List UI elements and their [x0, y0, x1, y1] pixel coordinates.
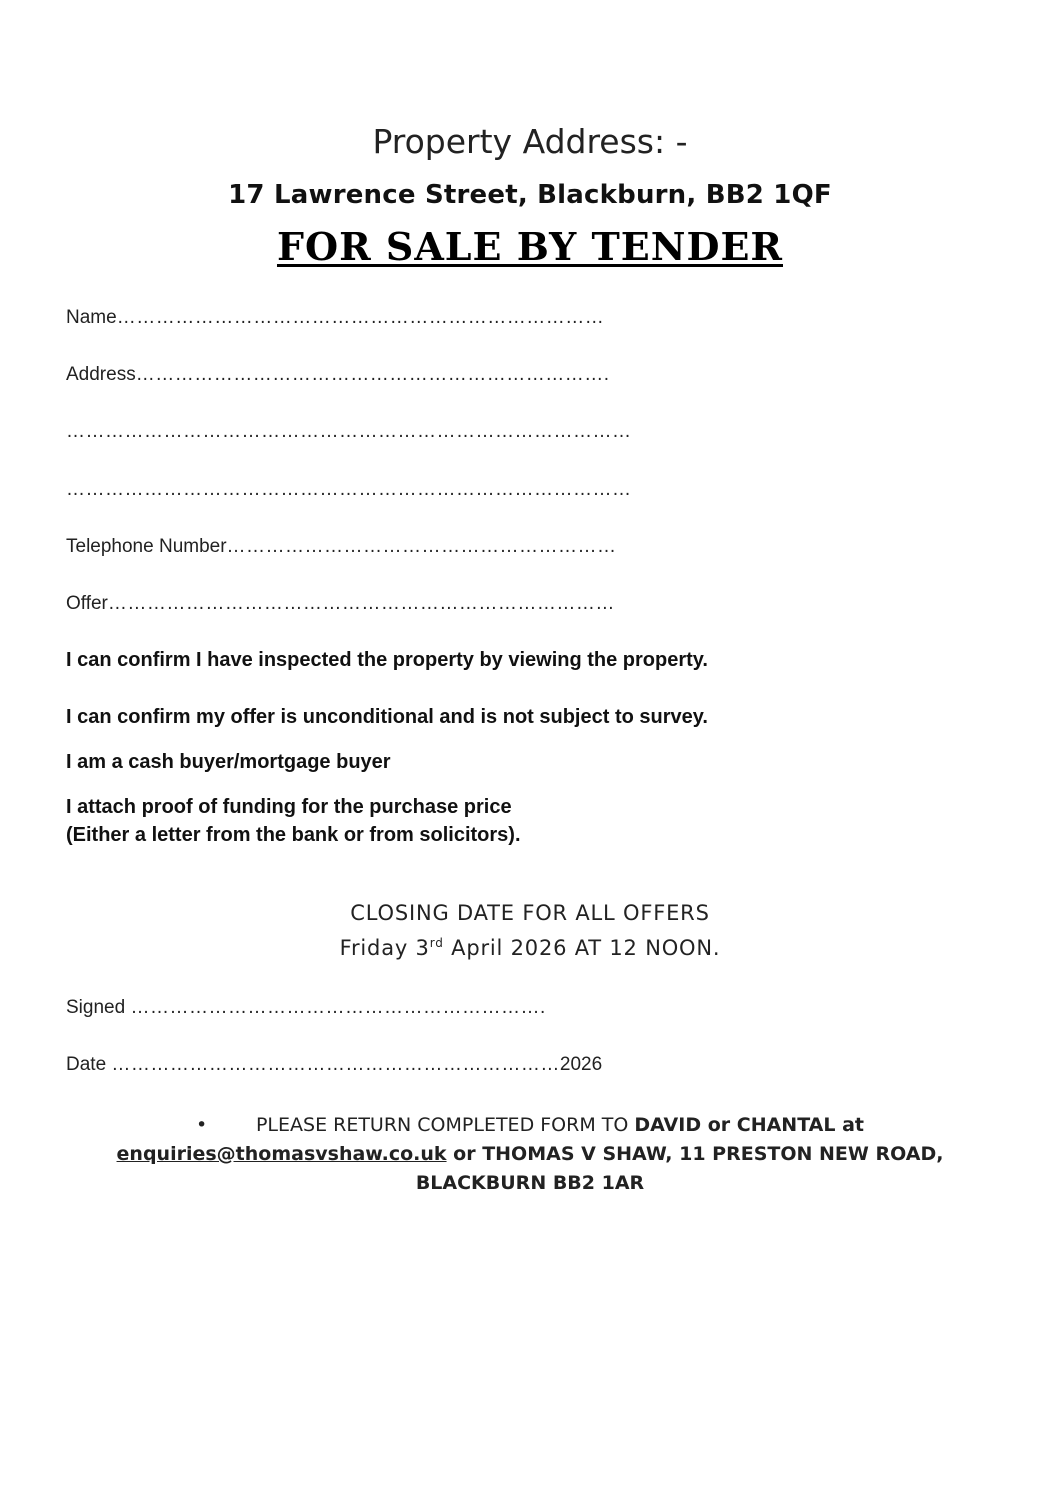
date-dots: ……………………………………………………………	[111, 1054, 560, 1075]
date-label: Date	[66, 1054, 107, 1075]
name-field	[66, 307, 604, 329]
date-year: 2026	[559, 1054, 603, 1075]
address-field	[66, 364, 609, 386]
address-dots: ……………………………………………………………….	[135, 364, 610, 385]
return-at: at	[835, 1114, 865, 1136]
offer-field	[66, 593, 615, 615]
address-line-3-dots: ……………………………………………………………………………	[66, 479, 632, 500]
address-line-2-dots: ……………………………………………………………………………	[66, 421, 632, 442]
offer-dots: ……………………………………………………………………	[107, 593, 615, 614]
return-instructions	[0, 1111, 1060, 1198]
name-dots: …………………………………………………………………	[116, 307, 605, 328]
bullet-icon: •	[195, 1114, 208, 1136]
telephone-label: Telephone Number	[66, 536, 227, 557]
return-address-2: BLACKBURN BB2 1AR	[415, 1172, 645, 1194]
property-address-heading: Property Address: -	[372, 122, 688, 161]
closing-date-heading: CLOSING DATE FOR ALL OFFERS	[350, 901, 710, 925]
statement-funding-2: (Either a letter from the bank or from solicitors).	[66, 824, 521, 846]
return-line-2	[0, 1140, 1060, 1169]
offer-label: Offer	[66, 593, 108, 614]
statement-buyer-type: I am a cash buyer/mortgage buyer	[66, 751, 391, 773]
address-label: Address	[66, 364, 136, 385]
statement-unconditional: I can confirm my offer is unconditional and is not subject to survey.	[66, 706, 708, 728]
telephone-dots: ……………………………………………………	[226, 536, 617, 557]
closing-date-rest: April 2026 AT 12 NOON.	[443, 936, 721, 960]
email-link[interactable]: enquiries@thomasvshaw.co.uk	[116, 1143, 447, 1165]
return-address-1: or THOMAS V SHAW, 11 PRESTON NEW ROAD,	[446, 1143, 944, 1165]
statement-inspected: I can confirm I have inspected the property by viewing the property.	[66, 649, 708, 671]
address-line-3	[66, 479, 632, 501]
telephone-field	[66, 536, 617, 558]
name-label: Name	[66, 307, 117, 328]
closing-day: Friday 3	[339, 936, 430, 960]
signed-label: Signed	[66, 997, 126, 1018]
property-address-line: 17 Lawrence Street, Blackburn, BB2 1QF	[228, 180, 832, 210]
address-line-2	[66, 421, 632, 443]
statement-funding-1: I attach proof of funding for the purchase price	[66, 796, 512, 818]
return-line-1	[0, 1111, 1060, 1140]
for-sale-by-tender-title: FOR SALE BY TENDER	[276, 224, 783, 269]
signed-field	[66, 997, 546, 1019]
contact-name-david: DAVID	[634, 1114, 702, 1136]
closing-date-line	[0, 936, 1060, 960]
contact-name-chantal: CHANTAL	[736, 1114, 836, 1136]
signed-dots: ……………………………………………………….	[130, 997, 546, 1018]
date-field	[66, 1054, 602, 1076]
return-text-1: PLEASE RETURN COMPLETED FORM TO	[255, 1114, 635, 1136]
return-line-3	[0, 1169, 1060, 1198]
closing-day-suffix: rd	[429, 936, 444, 950]
return-or: or	[701, 1114, 737, 1136]
